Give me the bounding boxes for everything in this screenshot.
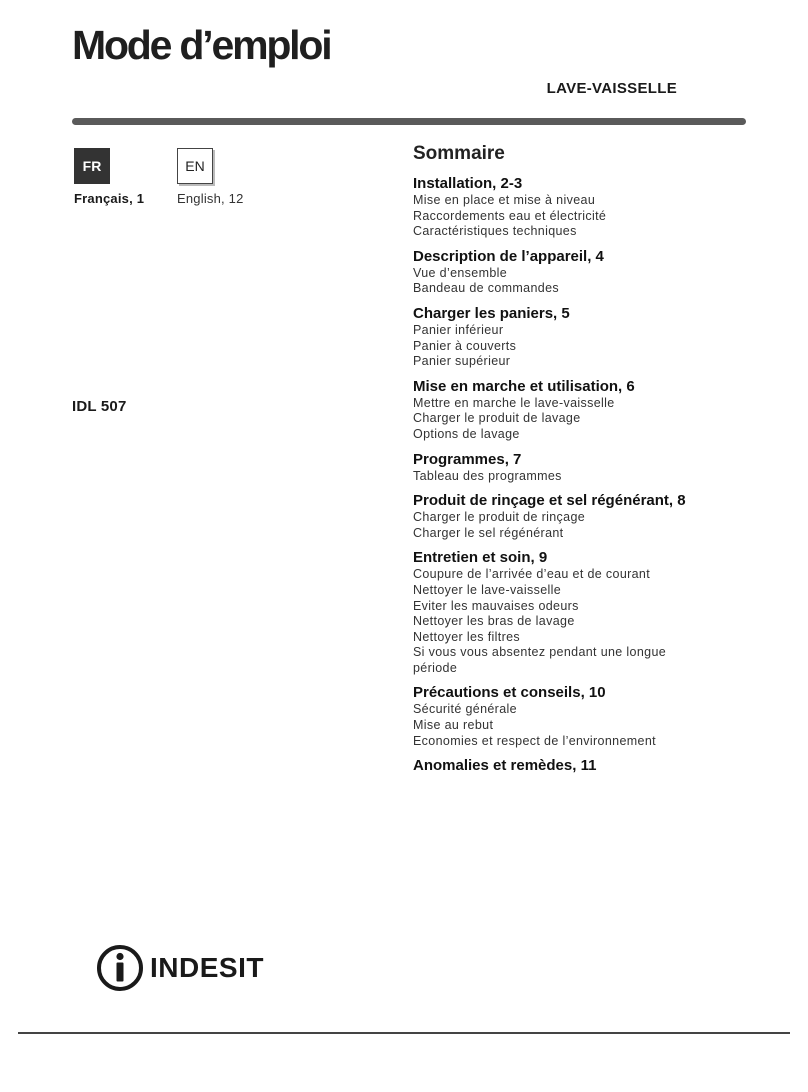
toc-subitem: Charger le sel régénérant	[413, 525, 564, 540]
toc-subitem: Mise en place et mise à niveau	[413, 193, 596, 207]
toc-subitems	[413, 396, 773, 443]
toc-subitems	[413, 469, 773, 485]
toc-subitem: Caractéristiques techniques	[413, 224, 577, 239]
brand-logo	[96, 944, 264, 992]
language-en[interactable]	[177, 148, 244, 206]
toc-section-heading[interactable]: Charger les paniers, 5	[413, 304, 570, 322]
indesit-logo-icon	[96, 944, 144, 992]
product-type: LAVE-VAISSELLE	[546, 80, 677, 97]
toc-title: Sommaire	[413, 143, 505, 164]
toc-subitem: Raccordements eau et électricité	[413, 208, 607, 223]
toc-section-heading[interactable]: Programmes, 7	[413, 450, 522, 468]
toc-subitem: Vue d’ensemble	[413, 265, 508, 280]
language-fr[interactable]	[74, 148, 145, 206]
toc-subitem: Sécurité générale	[413, 702, 517, 717]
toc-section-heading[interactable]: Installation, 2-3	[413, 175, 523, 192]
toc-subitem: Nettoyer les filtres	[413, 629, 521, 644]
language-caption-en: English, 12	[177, 191, 244, 206]
toc-section	[413, 305, 773, 370]
toc-section-heading[interactable]: Anomalies et remèdes, 11	[413, 757, 597, 775]
language-code-en: EN	[177, 148, 213, 184]
toc-section	[413, 492, 773, 541]
toc-subitem: période	[413, 660, 458, 675]
toc-sections	[413, 175, 773, 775]
toc-subitem: Mise au rebut	[413, 718, 494, 733]
toc-section	[413, 175, 773, 240]
toc-subitem: Panier à couverts	[413, 338, 517, 353]
brand-name: INDESIT	[150, 952, 264, 983]
toc-subitem: Nettoyer les bras de lavage	[413, 614, 575, 629]
toc-subitems	[413, 323, 773, 370]
page-title: Mode d’emploi	[72, 22, 331, 68]
toc-section-heading[interactable]: Précautions et conseils, 10	[413, 684, 606, 702]
toc-subitem: Nettoyer le lave-vaisselle	[413, 582, 562, 597]
toc-subitem: Bandeau de commandes	[413, 281, 559, 296]
toc-section-heading[interactable]: Produit de rinçage et sel régénérant, 8	[413, 492, 686, 510]
toc-subitems	[413, 702, 773, 749]
toc-subitem: Charger le produit de rinçage	[413, 510, 586, 525]
toc-subitem: Panier inférieur	[413, 322, 504, 337]
toc-subitem: Charger le produit de lavage	[413, 411, 581, 426]
toc-subitem: Mettre en marche le lave-vaisselle	[413, 395, 615, 410]
toc-section	[413, 684, 773, 749]
language-caption-fr: Français, 1	[74, 191, 145, 206]
toc-section-heading[interactable]: Description de l’appareil, 4	[413, 247, 604, 265]
toc-section-heading[interactable]: Mise en marche et utilisation, 6	[413, 377, 635, 395]
toc-section	[413, 378, 773, 443]
toc-subitem: Economies et respect de l’environnement	[413, 733, 656, 748]
toc-section	[413, 248, 773, 297]
toc-section-heading[interactable]: Entretien et soin, 9	[413, 549, 548, 567]
toc-subitems	[413, 193, 773, 240]
toc-section	[413, 757, 773, 775]
toc-subitem: Si vous vous absentez pendant une longue	[413, 645, 667, 660]
toc-section	[413, 451, 773, 485]
toc-subitem: Options de lavage	[413, 426, 520, 441]
toc-section	[413, 549, 773, 676]
model-number: IDL 507	[72, 398, 127, 415]
table-of-contents	[413, 143, 773, 783]
top-divider	[72, 118, 746, 125]
toc-subitems	[413, 567, 773, 676]
toc-subitem: Eviter les mauvaises odeurs	[413, 598, 579, 613]
bottom-divider	[18, 1032, 790, 1034]
toc-subitem: Coupure de l’arrivée d’eau et de courant	[413, 567, 651, 582]
toc-subitems	[413, 510, 773, 541]
toc-subitem: Tableau des programmes	[413, 468, 562, 483]
toc-subitem: Panier supérieur	[413, 354, 511, 369]
toc-subitems	[413, 266, 773, 297]
language-code-fr: FR	[74, 148, 110, 184]
